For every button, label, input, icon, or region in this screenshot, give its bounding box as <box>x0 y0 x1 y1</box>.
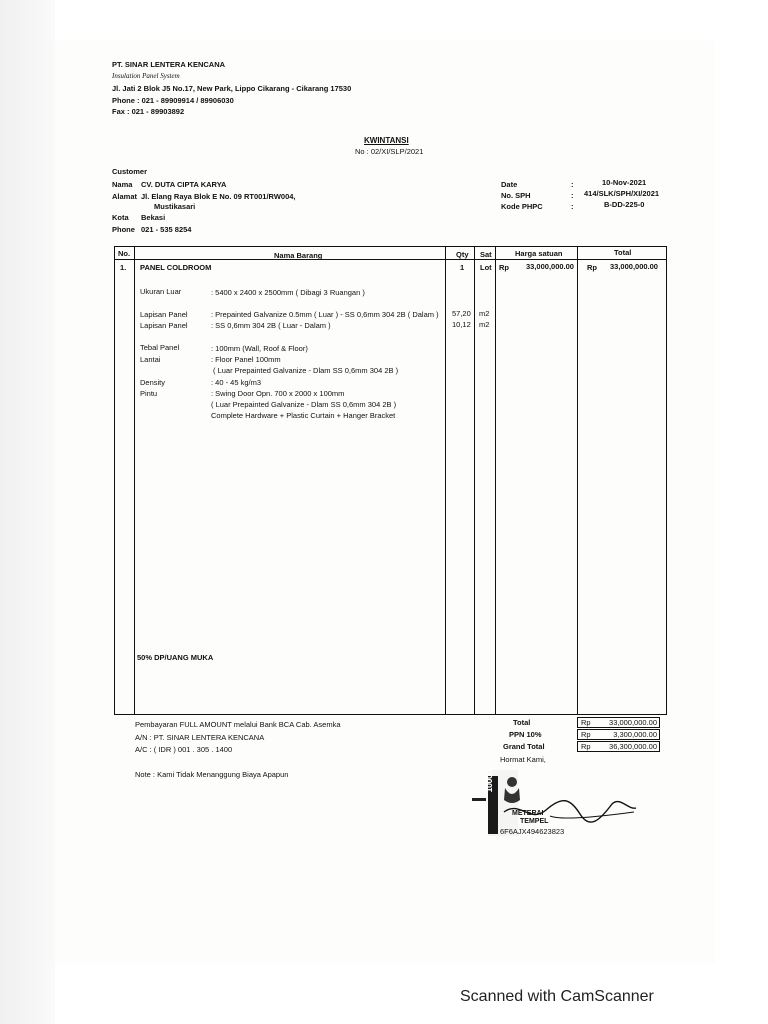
phpc-value: B-DD-225-0 <box>604 200 645 209</box>
document-number: No : 02/XI/SLP/2021 <box>355 147 424 156</box>
row-qty: 1 <box>460 263 465 272</box>
spec-label: Tebal Panel <box>140 343 180 352</box>
spec-value: : Prepainted Galvanize 0.5mm ( Luar ) - SS 0,6mm 304 2B ( Dalam ) <box>211 310 439 319</box>
spec-label: Lapisan Panel <box>140 321 188 330</box>
col-divider <box>134 247 135 714</box>
grand-total-value: 36,300,000.00 <box>609 742 657 751</box>
spec-unit: m2 <box>479 320 490 329</box>
customer-address-label: Alamat <box>112 192 138 201</box>
customer-phone: 021 - 535 8254 <box>141 225 192 234</box>
col-divider <box>474 247 475 714</box>
row-price: 33,000,000.00 <box>526 262 574 271</box>
camscanner-watermark: Scanned with CamScanner <box>460 988 654 1005</box>
customer-city: Bekasi <box>141 213 166 222</box>
phpc-colon: : <box>571 202 574 211</box>
header-item: Nama Barang <box>274 251 323 260</box>
header-price: Harga satuan <box>515 249 563 258</box>
date-value: 10-Nov-2021 <box>602 178 647 187</box>
spec-value: : Swing Door Opn. 700 x 2000 x 100mm <box>211 389 345 398</box>
col-divider <box>445 247 446 714</box>
spec-value: : 40 - 45 kg/m3 <box>211 378 262 387</box>
ppn-box <box>577 729 660 740</box>
ppn-label: PPN 10% <box>509 730 542 739</box>
sph-colon: : <box>571 191 574 200</box>
header-no: No. <box>118 249 131 258</box>
total-value: 33,000,000.00 <box>609 718 657 727</box>
customer-heading: Customer <box>112 167 148 176</box>
company-fax: Fax : 021 - 89903892 <box>112 107 185 116</box>
spec-label: Lapisan Panel <box>140 310 188 319</box>
spec-qty: 57,20 <box>452 309 471 318</box>
grand-total-label: Grand Total <box>503 742 545 751</box>
phpc-label: Kode PHPC <box>501 202 543 211</box>
customer-address-line1: Jl. Elang Raya Blok E No. 09 RT001/RW004, <box>141 192 296 201</box>
materai-serial: 6F6AJX494623823 <box>500 827 565 836</box>
date-colon: : <box>571 180 574 189</box>
sph-value: 414/SLK/SPH/XI/2021 <box>584 189 660 198</box>
spec-label: Lantai <box>140 355 161 364</box>
grand-total-box <box>577 741 660 752</box>
header-qty: Qty <box>456 250 469 259</box>
stamp-digits: 10000 <box>484 770 494 793</box>
customer-name: CV. DUTA CIPTA KARYA <box>141 180 227 189</box>
row-price-currency: Rp <box>499 263 509 272</box>
row-item: PANEL COLDROOM <box>140 263 212 272</box>
row-no: 1. <box>120 263 127 272</box>
header-total: Total <box>614 248 632 257</box>
date-label: Date <box>501 180 518 189</box>
scan-shadow <box>0 0 55 1024</box>
payment-line2: A/N : PT. SINAR LENTERA KENCANA <box>135 733 265 742</box>
total-currency: Rp <box>581 718 591 727</box>
materai-label-2: TEMPEL <box>520 818 549 825</box>
customer-phone-label: Phone <box>112 225 135 234</box>
row-unit: Lot <box>480 263 492 272</box>
company-name: PT. SINAR LENTERA KENCANA <box>112 60 226 69</box>
materai-label-1: METERAI <box>512 810 544 817</box>
customer-name-label: Nama <box>112 180 133 189</box>
document-title: KWINTANSI <box>364 136 409 145</box>
company-tagline: Insulation Panel System <box>112 72 180 80</box>
company-phone: Phone : 021 - 89909914 / 89906030 <box>112 96 234 105</box>
payment-note: Note : Kami Tidak Menanggung Biaya Apapun <box>135 770 289 779</box>
spec-value: Complete Hardware + Plastic Curtain + Hanger Bracket <box>211 411 396 420</box>
total-label: Total <box>513 718 531 727</box>
ppn-currency: Rp <box>581 730 591 739</box>
header-divider <box>115 259 666 260</box>
spec-value: : 5400 x 2400 x 2500mm ( Dibagi 3 Ruangan ) <box>211 288 365 297</box>
grand-total-currency: Rp <box>581 742 591 751</box>
spec-unit: m2 <box>479 309 490 318</box>
spec-value: ( Luar Prepainted Galvanize - Dlam SS 0,6mm 304 2B ) <box>211 400 397 409</box>
customer-city-label: Kota <box>112 213 129 222</box>
row-total-currency: Rp <box>587 263 597 272</box>
spec-label: Density <box>140 378 166 387</box>
customer-address-line2: Mustikasari <box>154 202 196 211</box>
spec-qty: 10,12 <box>452 320 471 329</box>
spec-value: : 100mm (Wall, Roof & Floor) <box>211 344 308 353</box>
row-total: 33,000,000.00 <box>610 262 658 271</box>
ppn-value: 3,300,000.00 <box>613 730 657 739</box>
spec-value: ( Luar Prepainted Galvanize - Dlam SS 0,6mm 304 2B ) <box>213 366 399 375</box>
total-box <box>577 717 660 728</box>
payment-line3: A/C : ( IDR ) 001 . 305 . 1400 <box>135 745 233 754</box>
payment-line1: Pembayaran FULL AMOUNT melalui Bank BCA Cab. Asemka <box>135 720 341 729</box>
spec-value: : SS 0,6mm 304 2B ( Luar - Dalam ) <box>211 321 331 330</box>
col-divider <box>577 247 578 714</box>
regards-text: Hormat Kami, <box>500 755 546 764</box>
dp-note: 50% DP/UANG MUKA <box>137 653 214 662</box>
spec-value: : Floor Panel 100mm <box>211 355 281 364</box>
header-unit: Sat <box>480 250 492 259</box>
col-divider <box>495 247 496 714</box>
company-address: Jl. Jati 2 Blok J5 No.17, New Park, Lippo Cikarang - Cikarang 17530 <box>112 84 352 93</box>
spec-label: Ukuran Luar <box>140 287 182 296</box>
sph-label: No. SPH <box>501 191 531 200</box>
spec-label: Pintu <box>140 389 158 398</box>
